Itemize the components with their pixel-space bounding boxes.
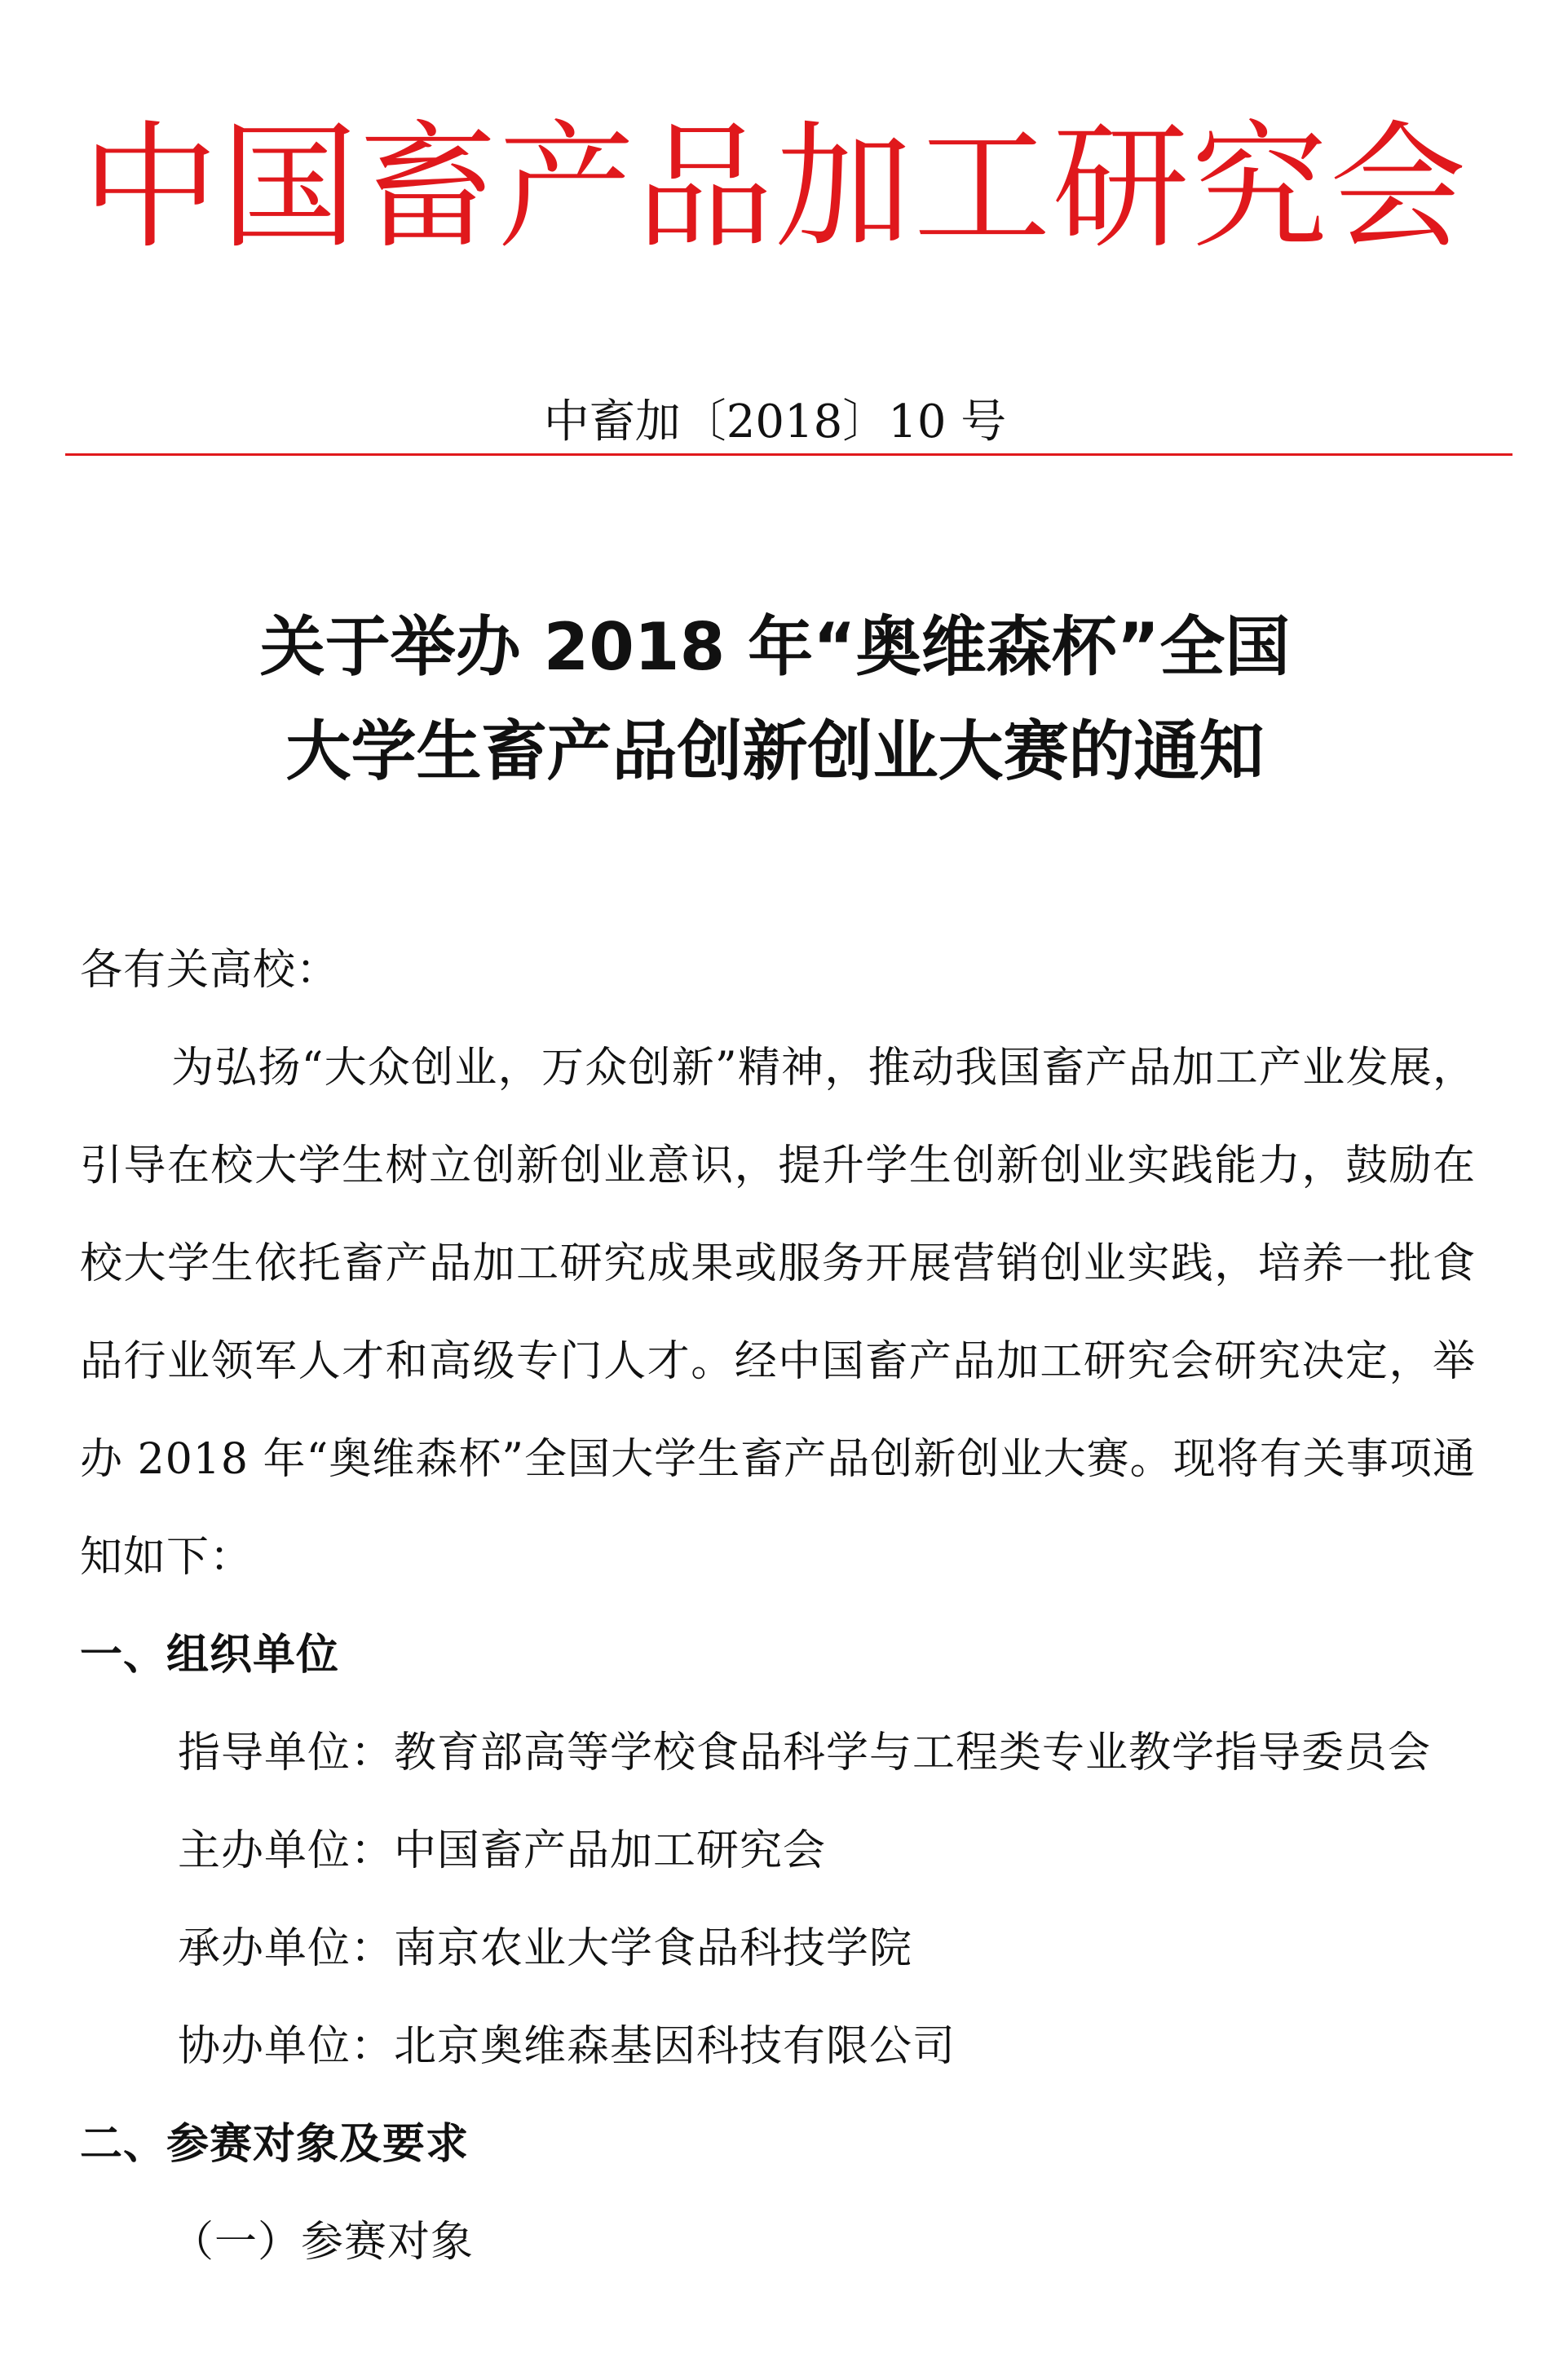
organizer-host-unit: 主办单位：中国畜产品加工研究会 — [178, 1826, 827, 1875]
organizer-guiding-unit: 指导单位：教育部高等学校食品科学与工程类专业教学指导委员会 — [178, 1729, 1432, 1777]
organizer-co-organizer-unit: 协办单位：北京奥维森基因科技有限公司 — [178, 2022, 956, 2071]
title-line-1: 关于举办 2018 年“奥维森杯”全国 — [259, 609, 1291, 685]
section-2-subheading: （一）参赛对象 — [171, 2218, 475, 2267]
document-body — [80, 921, 1476, 2291]
document-title — [0, 595, 1550, 804]
document-number: 中畜加〔2018〕10 号 — [543, 395, 1007, 448]
greeting: 各有关高校： — [80, 946, 340, 995]
intro-paragraph: 为弘扬“大众创业，万众创新”精神，推动我国畜产品加工产业发展，引导在校大学生树立创新创业意识，提升学生创新创业实践能力，鼓励在校大学生依托畜产品加工研究成果或服务开展营销创业实践，培养一批食品行业领军人才和高级专门人才。经中国畜产品加工研究会研究决定，举办 2018 年“奥维森杯”全国大学生畜产品创新创业大赛。现将有关事项通知如下： — [80, 1044, 1476, 1582]
red-divider-line — [65, 453, 1512, 456]
section-2-heading: 二、参赛对象及要求 — [80, 2120, 470, 2169]
title-line-2: 大学生畜产品创新创业大赛的通知 — [285, 713, 1265, 789]
masthead-org-name: 中国畜产品加工研究会 — [82, 108, 1468, 267]
organizer-undertaking-unit: 承办单位：南京农业大学食品科技学院 — [178, 1924, 913, 1973]
section-1-heading: 一、组织单位 — [80, 1631, 340, 1680]
